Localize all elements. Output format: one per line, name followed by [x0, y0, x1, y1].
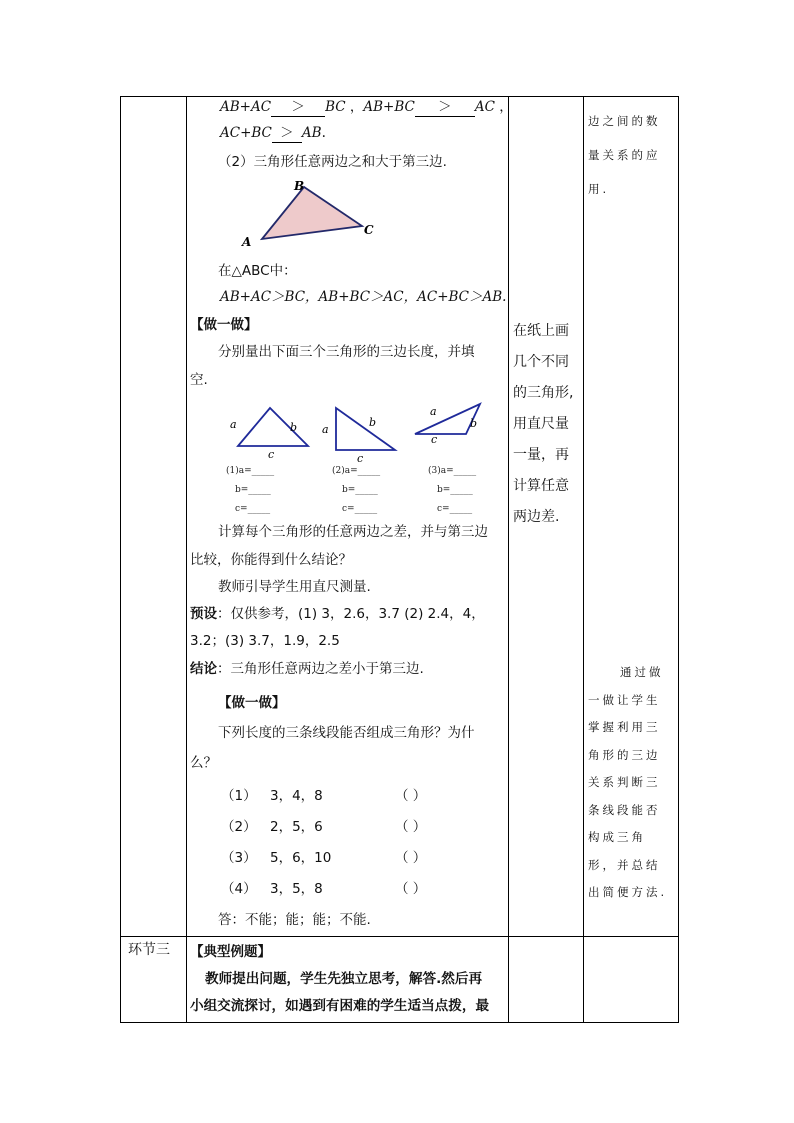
doit-text-2a: 下列长度的三条线段能否组成三角形？为什: [218, 725, 475, 741]
doit-text-1b: 空.: [190, 372, 208, 388]
triangle-2-shape: [336, 408, 395, 450]
table-border-left: [120, 96, 121, 1023]
intent-column-top: [588, 104, 676, 206]
fill-1-a: (1)a=_____: [226, 466, 275, 476]
separator-1: ，: [349, 99, 364, 115]
fill-2-c: c=_____: [342, 504, 378, 514]
separator-2: ，: [499, 99, 513, 115]
fill-3-c: c=_____: [437, 504, 473, 514]
fill-1-c: c=_____: [235, 504, 271, 514]
intent-bottom-line-6: 条线段能否: [588, 802, 661, 817]
table-border-top: [120, 96, 679, 97]
table-row-divider: [120, 936, 679, 937]
preset-line-2: 3.2；(3) 3.7，1.9，2.5: [190, 633, 340, 649]
tri3-label-b: b: [470, 417, 478, 430]
period: .: [321, 125, 326, 141]
doit-title-2: 【做一做】: [218, 695, 286, 711]
fill-3-b: b=_____: [437, 485, 473, 495]
doit-title-1: 【做一做】: [190, 317, 258, 333]
calc-text-1: 计算每个三角形的任意两边之差，并与第三边: [218, 524, 488, 540]
activity-column: [513, 316, 583, 533]
teacher-guide-text: 教师引导学生用直尺测量.: [218, 579, 371, 595]
item-3-values: 5，6，10: [270, 850, 332, 866]
preset-label: 预设: [190, 606, 217, 622]
relation-3: ＞: [280, 125, 294, 141]
table-border-right: [678, 96, 679, 1023]
tri1-label-b: b: [290, 421, 298, 434]
expr-ab-ac: AB+AC: [220, 99, 272, 115]
vertex-label-c: C: [364, 223, 374, 237]
conclusion-line: [190, 660, 424, 678]
conclusion-text: ：三角形任意两边之差小于第三边.: [217, 661, 424, 677]
vertex-label-b: B: [294, 179, 305, 193]
expr-ac-bc: AC+BC: [220, 125, 272, 141]
item-2-num: （2）: [221, 819, 257, 835]
fill-2-a: (2)a=_____: [332, 466, 381, 476]
table-border-col2: [186, 96, 187, 1023]
activity-line-5: 一量，再: [513, 447, 569, 463]
intent-bottom-line-8: 形，并总结: [588, 857, 661, 872]
intent-top-line-3: 用.: [588, 182, 610, 196]
tri2-label-c: c: [357, 452, 364, 464]
three-triangles-figure: [224, 398, 494, 464]
intent-bottom-line-5: 关系判断三: [588, 775, 661, 789]
intent-bottom-line-2: 一做让学生: [588, 692, 661, 707]
table-border-col4: [583, 96, 584, 1023]
inequality-line-2: [220, 124, 326, 143]
activity-line-6: 计算任意: [513, 478, 569, 494]
intent-bottom-line-3: 掌握利用三: [588, 720, 661, 734]
in-abc-text: 在△ABC中：: [218, 263, 297, 279]
preset-line-1: [190, 605, 485, 623]
preset-text-1: ：仅供参考，(1) 3，2.6，3.7 (2) 2.4，4，: [217, 606, 485, 622]
stage-label: 环节三: [128, 942, 170, 958]
tri2-label-a: a: [322, 423, 329, 436]
triangle-inequality-conclusion: AB+AC＞BC，AB+BC＞AC，AC+BC＞AB.: [220, 289, 507, 305]
calc-text-2: 比较，你能得到什么结论？: [190, 552, 352, 568]
item-2-answer-blank: （ ）: [395, 819, 427, 835]
activity-line-4: 用直尺量: [513, 416, 569, 432]
expr-ac: AC: [474, 99, 495, 115]
conclusion-label: 结论: [190, 661, 217, 677]
intent-bottom-line-1: 通过做: [620, 665, 664, 679]
tri1-label-a: a: [230, 418, 237, 431]
point-2-text: （2）三角形任意两边之和大于第三边.: [218, 154, 447, 170]
fill-2-b: b=_____: [342, 485, 378, 495]
example-text-2: 小组交流探讨，如遇到有困难的学生适当点拨，最: [190, 998, 490, 1014]
triangle-1-shape: [238, 408, 308, 446]
expr-ab: AB: [301, 125, 322, 141]
intent-column-bottom: [588, 659, 676, 907]
item-1-num: （1）: [221, 788, 257, 804]
table-border-col3: [508, 96, 509, 1023]
item-4-num: （4）: [221, 881, 257, 897]
item-3-num: （3）: [221, 850, 257, 866]
fill-3-a: (3)a=_____: [428, 466, 477, 476]
intent-bottom-line-4: 角形的三边: [588, 747, 661, 762]
doit-text-2b: 么？: [190, 755, 217, 771]
triangle-abc-shape: [262, 187, 362, 239]
intent-bottom-line-9: 出简便方法.: [588, 885, 668, 899]
intent-top-line-2: 量关系的应: [588, 148, 661, 162]
tri1-label-c: c: [268, 448, 275, 461]
item-4-answer-blank: （ ）: [395, 881, 427, 897]
activity-line-2: 几个不同: [513, 354, 569, 370]
answer-text: 答：不能；能；能；不能.: [218, 912, 371, 928]
item-1-values: 3，4，8: [270, 788, 323, 804]
inequality-line-1: [220, 98, 513, 117]
expr-ab-bc: AB+BC: [363, 99, 415, 115]
intent-top-line-1: 边之间的数: [588, 114, 661, 128]
expr-bc: BC: [325, 99, 346, 115]
example-text-1: 教师提出问题，学生先独立思考，解答.然后再: [205, 971, 483, 987]
example-title: 【典型例题】: [190, 944, 271, 960]
activity-line-1: 在纸上画: [513, 323, 569, 339]
intent-bottom-line-7: 构成三角: [588, 830, 646, 844]
relation-1: ＞: [291, 99, 305, 115]
item-3-answer-blank: （ ）: [395, 850, 427, 866]
activity-line-7: 两边差.: [513, 509, 560, 525]
item-2-values: 2，5，6: [270, 819, 323, 835]
fill-1-b: b=_____: [235, 485, 271, 495]
triangle-abc-figure: [238, 178, 378, 250]
table-border-bottom: [120, 1022, 679, 1023]
item-4-values: 3，5，8: [270, 881, 323, 897]
tri3-label-a: a: [430, 405, 437, 418]
item-1-answer-blank: （ ）: [395, 788, 427, 804]
doit-text-1a: 分别量出下面三个三角形的三边长度，并填: [218, 344, 475, 360]
vertex-label-a: A: [242, 235, 252, 249]
tri3-label-c: c: [431, 433, 438, 446]
relation-2: ＞: [438, 99, 452, 115]
activity-line-3: 的三角形,: [513, 385, 574, 401]
tri2-label-b: b: [369, 416, 377, 429]
